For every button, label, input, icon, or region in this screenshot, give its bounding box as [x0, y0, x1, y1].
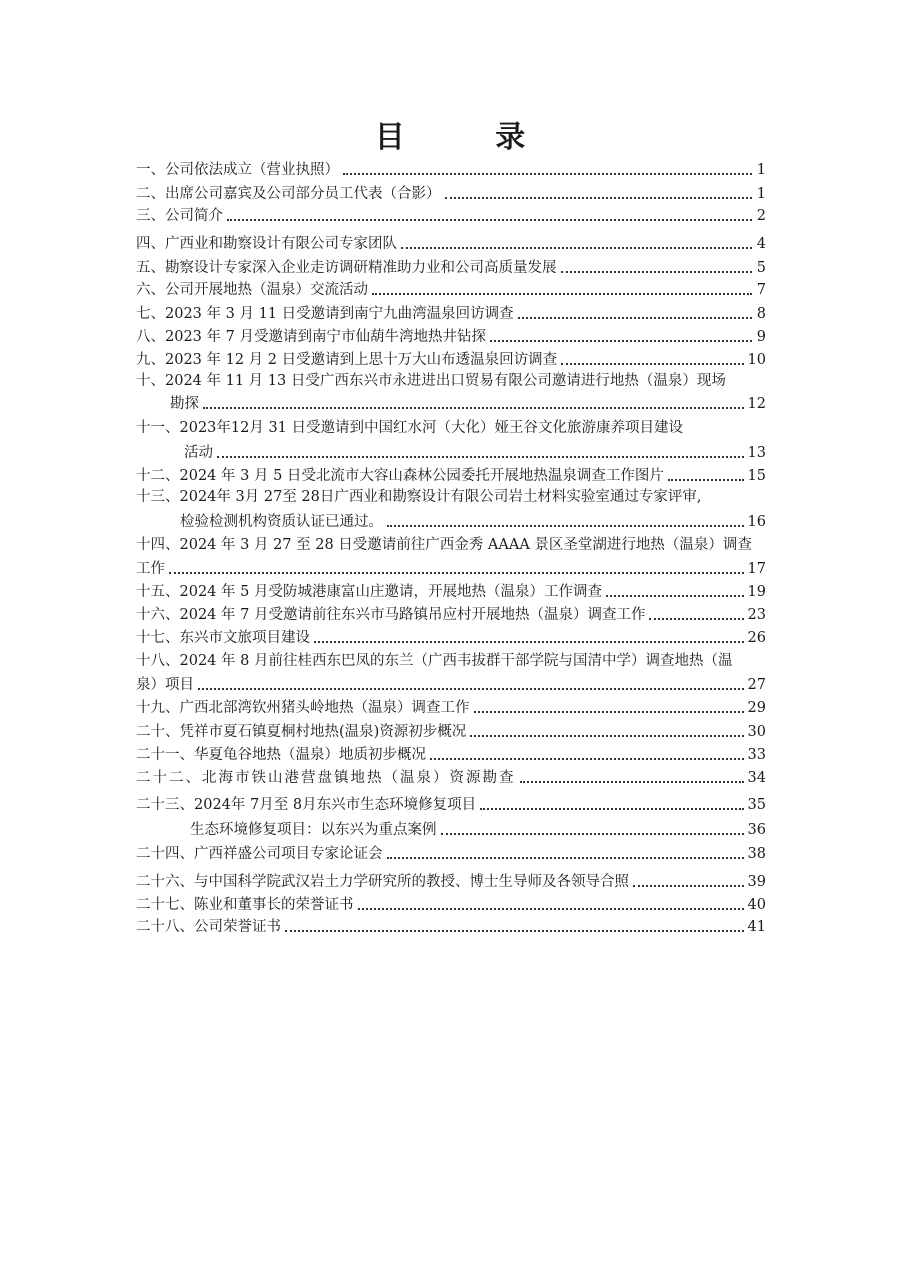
toc-entry-page: 16 — [747, 514, 766, 530]
toc-entry-text: 活动 — [184, 445, 213, 461]
toc-entry[interactable] — [184, 441, 766, 463]
toc-leader-dots — [227, 219, 752, 221]
toc-leader-dots — [668, 479, 744, 481]
toc-entry-text: 一、公司依法成立（营业执照） — [136, 162, 339, 178]
toc-entry-page: 29 — [747, 700, 766, 716]
toc-leader-dots — [474, 711, 744, 713]
toc-entry-text: 四、广西业和勘察设计有限公司专家团队 — [136, 236, 397, 252]
toc-leader-dots — [633, 885, 744, 887]
toc-leader-dots — [561, 271, 753, 273]
toc-entry-text: 二十六、与中国科学院武汉岩土力学研究所的教授、博士生导师及各领导合照 — [136, 874, 629, 890]
toc-entry-page: 10 — [747, 352, 766, 368]
toc-entry-page: 27 — [747, 677, 766, 693]
toc-entry-line[interactable]: 十四、2024 年 3 月 27 至 28 日受邀请前往广西金秀 AAAA 景区圣堂湖进行地热（温泉）调查 — [136, 537, 752, 553]
toc-entry-page: 12 — [747, 396, 766, 412]
toc-leader-dots — [372, 293, 752, 295]
toc-leader-dots — [518, 317, 752, 319]
toc-leader-dots — [480, 808, 743, 810]
toc-entry-text: 八、2023 年 7 月受邀请到南宁市仙葫牛湾地热井钻探 — [136, 329, 486, 345]
toc-entry-line[interactable]: 十一、2023年12月 31 日受邀请到中国红水河（大化）娅王谷文化旅游康养项目建设 — [136, 420, 684, 436]
toc-leader-dots — [401, 247, 752, 249]
toc-entry-text: 六、公司开展地热（温泉）交流活动 — [136, 282, 368, 298]
toc-leader-dots — [490, 340, 752, 342]
toc-leader-dots — [649, 618, 743, 620]
toc-entry-page: 5 — [756, 260, 766, 276]
toc-entry-page: 30 — [747, 724, 766, 740]
toc-leader-dots — [203, 407, 744, 409]
toc-entry[interactable] — [136, 348, 766, 370]
toc-leader-dots — [520, 781, 744, 783]
toc-entry[interactable] — [136, 766, 766, 788]
toc-entry[interactable] — [136, 204, 766, 226]
toc-entry-text: 十六、2024 年 7 月受邀请前往东兴市马路镇吊应村开展地热（温泉）调查工作 — [136, 607, 646, 623]
toc-entry-text: 五、勘察设计专家深入企业走访调研精准助力业和公司高质量发展 — [136, 260, 557, 276]
toc-entry-page: 33 — [747, 747, 766, 763]
toc-entry-line[interactable]: 十三、2024年 3月 27至 28日广西业和勘察设计有限公司岩土材料实验室通过专家评审, — [136, 489, 702, 505]
toc-entry[interactable] — [136, 626, 766, 648]
toc-entry-page: 1 — [756, 162, 766, 178]
toc-entry-page: 34 — [747, 770, 766, 786]
toc-leader-dots — [430, 758, 744, 760]
toc-entry[interactable] — [136, 182, 766, 204]
toc-entry-text: 二十、凭祥市夏石镇夏桐村地热(温泉)资源初步概况 — [136, 724, 467, 740]
toc-entry-page: 39 — [747, 874, 766, 890]
toc-entry-page: 40 — [747, 897, 766, 913]
toc-leader-dots — [358, 908, 744, 910]
toc-entry-line[interactable]: 十八、2024 年 8 月前往桂西东巴凤的东兰（广西韦拔群干部学院与国清中学）调查地热（温 — [136, 653, 733, 669]
toc-entry-page: 7 — [756, 282, 766, 298]
toc-entry-line[interactable]: 十、2024 年 11 月 13 日受广西东兴市永进进出口贸易有限公司邀请进行地热（温泉）现场 — [136, 373, 726, 389]
toc-leader-dots — [169, 572, 744, 574]
toc-entry[interactable] — [136, 232, 766, 254]
toc-leader-dots — [561, 363, 743, 365]
toc-entry-page: 13 — [747, 445, 766, 461]
toc-leader-dots — [387, 525, 744, 527]
toc-entry[interactable] — [190, 818, 766, 840]
toc-entry[interactable] — [136, 325, 766, 347]
toc-leader-dots — [217, 456, 744, 458]
toc-entry[interactable] — [136, 278, 766, 300]
toc-entry[interactable] — [136, 464, 766, 486]
toc-entry[interactable] — [136, 893, 766, 915]
toc-entry-text: 三、公司简介 — [136, 208, 223, 224]
toc-entry-page: 36 — [747, 822, 766, 838]
toc-leader-dots — [314, 641, 744, 643]
toc-entry[interactable] — [136, 580, 766, 602]
toc-entry-page: 2 — [756, 208, 766, 224]
toc-entry[interactable] — [136, 302, 766, 324]
toc-entry-text: 工作 — [136, 561, 165, 577]
toc-entry[interactable] — [136, 743, 766, 765]
toc-entry-page: 19 — [747, 584, 766, 600]
toc-entry-text: 生态环境修复项目：以东兴为重点案例 — [190, 822, 437, 838]
toc-entry-text: 勘探 — [170, 396, 199, 412]
toc-leader-dots — [343, 173, 752, 175]
toc-entry[interactable] — [136, 696, 766, 718]
toc-entry[interactable] — [136, 557, 766, 579]
toc-entry[interactable] — [136, 870, 766, 892]
toc-entry-text: 泉）项目 — [136, 677, 194, 693]
toc-entry-text: 十七、东兴市文旅项目建设 — [136, 630, 310, 646]
toc-leader-dots — [470, 735, 743, 737]
toc-entry-text: 二十七、陈业和董事长的荣誉证书 — [136, 897, 354, 913]
toc-entry-page: 4 — [756, 236, 766, 252]
toc-leader-dots — [198, 688, 744, 690]
toc-entry-text: 二十二、北海市铁山港营盘镇地热（温泉）资源勘查 — [136, 770, 516, 786]
toc-entry[interactable] — [136, 603, 766, 625]
toc-entry-text: 十二、2024 年 3 月 5 日受北流市大容山森林公园委托开展地热温泉调查工作图片 — [136, 468, 664, 484]
toc-entry-page: 41 — [747, 919, 766, 935]
toc-entry-page: 9 — [756, 329, 766, 345]
toc-entry[interactable] — [136, 842, 766, 864]
toc-entry-page: 38 — [747, 846, 766, 862]
toc-entry[interactable] — [136, 720, 766, 742]
page-title: 目 录 — [374, 120, 566, 155]
toc-entry-text: 二、出席公司嘉宾及公司部分员工代表（合影） — [136, 186, 441, 202]
toc-entry-text: 二十八、公司荣誉证书 — [136, 919, 281, 935]
toc-entry-page: 1 — [756, 186, 766, 202]
toc-leader-dots — [445, 197, 753, 199]
toc-entry[interactable] — [136, 673, 766, 695]
toc-entry[interactable] — [136, 915, 766, 937]
toc-entry[interactable] — [136, 256, 766, 278]
toc-entry[interactable] — [180, 510, 766, 532]
toc-leader-dots — [387, 857, 744, 859]
toc-entry-text: 二十四、广西祥盛公司项目专家论证会 — [136, 846, 383, 862]
toc-leader-dots — [441, 833, 744, 835]
toc-entry-text: 十五、2024 年 5 月受防城港康富山庄邀请，开展地热（温泉）工作调查 — [136, 584, 602, 600]
toc-entry-page: 15 — [747, 468, 766, 484]
toc-entry-text: 二十一、华夏龟谷地热（温泉）地质初步概况 — [136, 747, 426, 763]
toc-leader-dots — [606, 595, 744, 597]
toc-entry-text: 检验检测机构资质认证已通过。 — [180, 514, 383, 530]
toc-entry-text: 十九、广西北部湾钦州猪头岭地热（温泉）调查工作 — [136, 700, 470, 716]
toc-entry-page: 8 — [756, 306, 766, 322]
toc-entry[interactable] — [136, 793, 766, 815]
toc-entry[interactable] — [136, 158, 766, 180]
toc-entry-text: 九、2023 年 12 月 2 日受邀请到上思十万大山布透温泉回访调查 — [136, 352, 558, 368]
toc-entry-page: 26 — [747, 630, 766, 646]
toc-entry-page: 35 — [747, 797, 766, 813]
toc-entry-text: 七、2023 年 3 月 11 日受邀请到南宁九曲湾温泉回访调查 — [136, 306, 514, 322]
toc-entry-page: 23 — [747, 607, 766, 623]
toc-entry-page: 17 — [747, 561, 766, 577]
toc-leader-dots — [285, 930, 744, 932]
toc-entry[interactable] — [170, 392, 766, 414]
toc-entry-text: 二十三、2024年 7月至 8月东兴市生态环境修复项目 — [136, 797, 477, 813]
